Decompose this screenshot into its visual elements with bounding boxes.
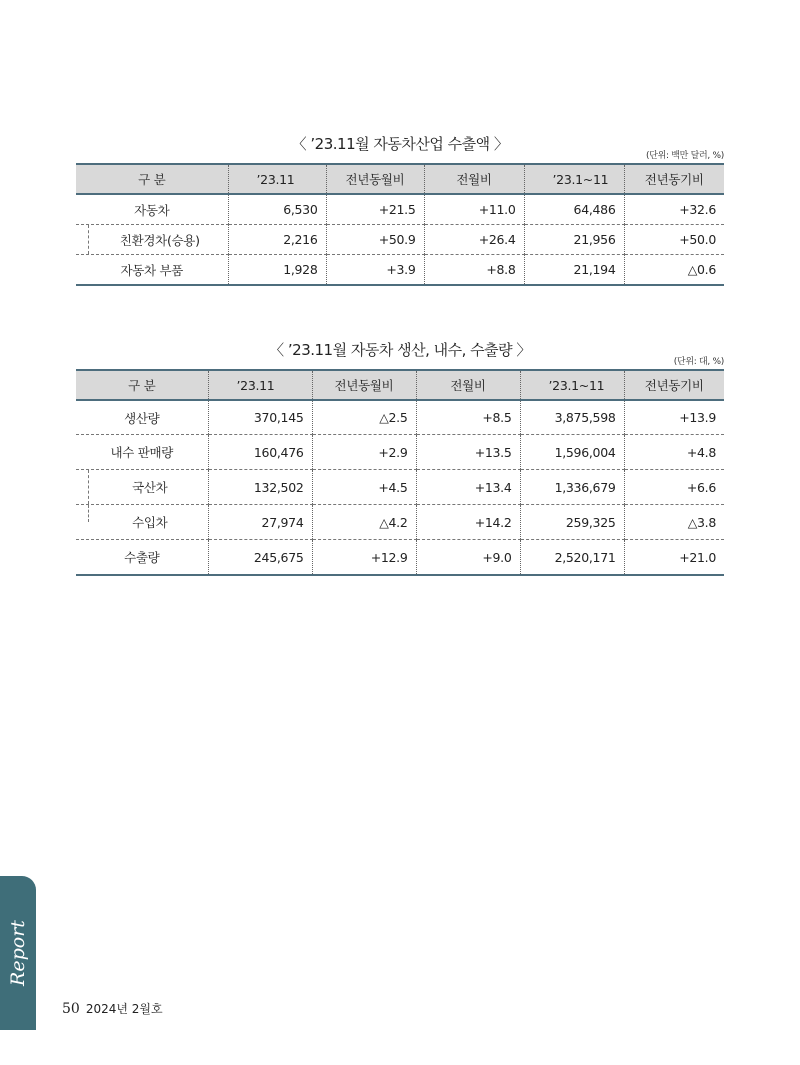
row-label-text: 수입차 (132, 515, 168, 530)
table2-unit: (단위: 대, %) (673, 357, 724, 367)
cell: 3,875,598 (520, 400, 624, 435)
cell: +2.9 (312, 435, 416, 470)
table1-header-ytd-yoy: 전년동기비 (624, 164, 724, 194)
row-label: 자동차 (76, 194, 228, 225)
cell: △2.5 (312, 400, 416, 435)
cell: +32.6 (624, 194, 724, 225)
cell: +9.0 (416, 540, 520, 576)
side-tab-label: Report (7, 920, 29, 986)
cell: +4.8 (624, 435, 724, 470)
row-label: 생산량 (76, 400, 208, 435)
cell: +11.0 (424, 194, 524, 225)
table-row (76, 505, 724, 540)
cell: +8.8 (424, 255, 524, 286)
table-row (76, 194, 724, 225)
row-label-sub (76, 470, 208, 505)
cell: +13.4 (416, 470, 520, 505)
table2-header-row (76, 370, 724, 400)
cell: +50.9 (326, 225, 424, 255)
row-label: 내수 판매량 (76, 435, 208, 470)
table2-header-ytd: ’23.1~11 (520, 370, 624, 400)
table-row (76, 255, 724, 286)
table2-header-mom: 전월비 (416, 370, 520, 400)
cell: +12.9 (312, 540, 416, 576)
table2-production-sales (76, 369, 724, 576)
cell: +50.0 (624, 225, 724, 255)
row-label-text: 친환경차(승용) (119, 232, 200, 248)
cell: 132,502 (208, 470, 312, 505)
table-row (76, 435, 724, 470)
cell: +14.2 (416, 505, 520, 540)
cell: 21,194 (524, 255, 624, 286)
table-row (76, 400, 724, 435)
row-label-sub (76, 225, 228, 255)
sub-bracket (88, 470, 89, 504)
row-label-sub (76, 505, 208, 540)
report-side-tab (0, 876, 36, 1030)
row-label: 수출량 (76, 540, 208, 576)
cell: 27,974 (208, 505, 312, 540)
table1-unit: (단위: 백만 달러, %) (645, 151, 724, 161)
cell: +6.6 (624, 470, 724, 505)
cell: 21,956 (524, 225, 624, 255)
cell: 1,928 (228, 255, 326, 286)
table1-header-nov: ’23.11 (228, 164, 326, 194)
table-row (76, 470, 724, 505)
sub-bracket (88, 225, 89, 254)
cell: 2,216 (228, 225, 326, 255)
cell: 160,476 (208, 435, 312, 470)
cell: +4.5 (312, 470, 416, 505)
cell: 245,675 (208, 540, 312, 576)
cell: 64,486 (524, 194, 624, 225)
page-number: 50 (62, 1001, 80, 1017)
issue-label: 2024년 2월호 (85, 1002, 163, 1016)
table-row (76, 225, 724, 255)
table1-header-category: 구 분 (76, 164, 228, 194)
cell: 370,145 (208, 400, 312, 435)
cell: 1,336,679 (520, 470, 624, 505)
cell: +21.5 (326, 194, 424, 225)
cell: +13.9 (624, 400, 724, 435)
cell: +8.5 (416, 400, 520, 435)
cell: 2,520,171 (520, 540, 624, 576)
table1-export-value (76, 163, 724, 286)
cell: 259,325 (520, 505, 624, 540)
page-footer (62, 1000, 163, 1017)
sub-bracket (88, 505, 89, 522)
cell: △0.6 (624, 255, 724, 286)
table2-header-yoy: 전년동월비 (312, 370, 416, 400)
row-label-text: 국산차 (132, 480, 168, 495)
cell: △3.8 (624, 505, 724, 540)
cell: △4.2 (312, 505, 416, 540)
cell: +3.9 (326, 255, 424, 286)
table2-header-nov: ’23.11 (208, 370, 312, 400)
table1-header-ytd: ’23.1~11 (524, 164, 624, 194)
row-label: 자동차 부품 (76, 255, 228, 286)
cell: 6,530 (228, 194, 326, 225)
cell: +13.5 (416, 435, 520, 470)
table2-title: 〈 ’23.11월 자동차 생산, 내수, 수출량 〉 (269, 341, 531, 359)
table2-header-ytd-yoy: 전년동기비 (624, 370, 724, 400)
table-row (76, 540, 724, 576)
table1-header-yoy: 전년동월비 (326, 164, 424, 194)
cell: +21.0 (624, 540, 724, 576)
table1-header-mom: 전월비 (424, 164, 524, 194)
table1-header-row (76, 164, 724, 194)
cell: 1,596,004 (520, 435, 624, 470)
table1-title: 〈 ’23.11월 자동차산업 수출액 〉 (291, 135, 509, 153)
cell: +26.4 (424, 225, 524, 255)
table2-header-category: 구 분 (76, 370, 208, 400)
